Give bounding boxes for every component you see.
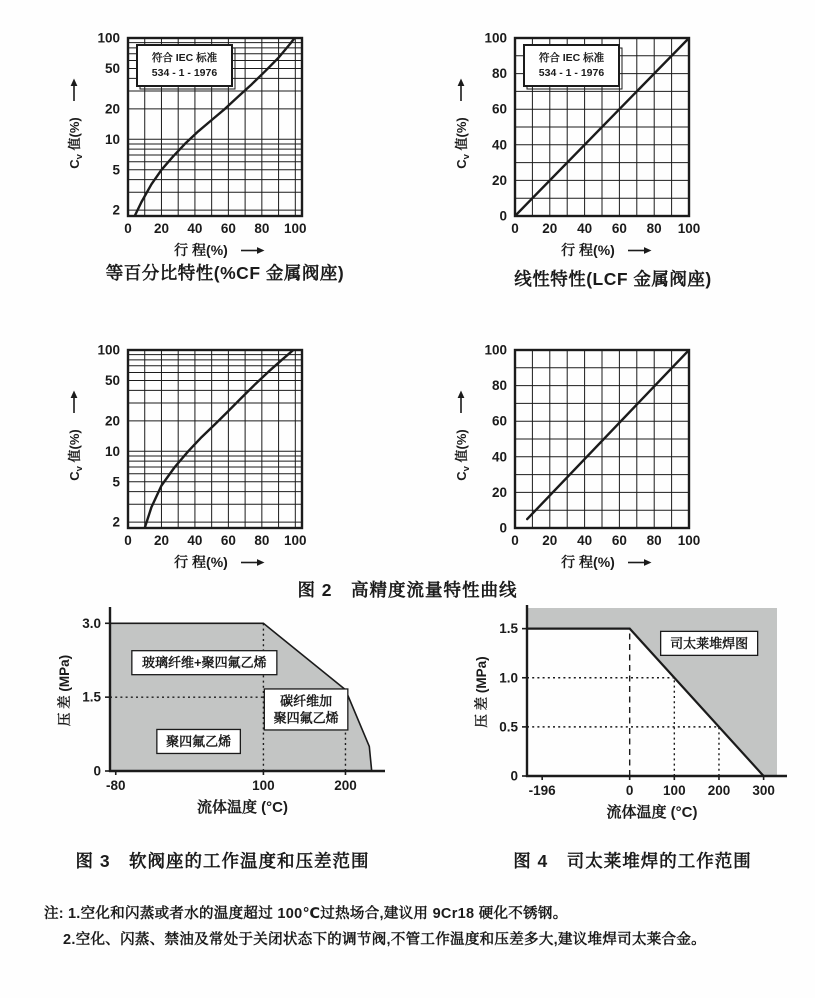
caption-equal-percentage: 等百分比特性(%CF 金属阀座)	[105, 263, 345, 283]
chart-canvas-equal-percentage-bottom	[58, 324, 338, 574]
svg-text:300: 300	[752, 783, 775, 798]
svg-text:534 - 1 - 1976: 534 - 1 - 1976	[151, 67, 218, 79]
svg-text:1.5: 1.5	[499, 621, 518, 637]
note-text-1: 1.空化和闪蒸或者水的温度超过 100℃过热场合,建议用 9Cr18 硬化不锈钢。	[67, 906, 568, 922]
svg-text:60: 60	[611, 533, 627, 548]
svg-text:20: 20	[491, 484, 507, 500]
svg-text:聚四氟乙烯: 聚四氟乙烯	[166, 733, 232, 749]
chart-canvas-equal-percentage-top	[58, 12, 338, 262]
svg-text:200: 200	[707, 783, 731, 798]
chart-canvas-linear-top	[445, 12, 725, 262]
svg-text:100: 100	[677, 533, 701, 548]
svg-text:3.0: 3.0	[82, 615, 101, 631]
svg-text:-80: -80	[105, 778, 126, 793]
svg-text:80: 80	[254, 533, 270, 548]
svg-text:符合 IEC 标准: 符合 IEC 标准	[538, 52, 605, 64]
svg-text:10: 10	[104, 131, 120, 147]
svg-text:60: 60	[220, 533, 236, 548]
svg-text:司太莱堆焊图: 司太莱堆焊图	[670, 635, 749, 651]
notes-block	[44, 901, 794, 953]
svg-text:0: 0	[499, 208, 507, 224]
svg-text:40: 40	[187, 221, 203, 236]
svg-text:Cv 值(%): $C_v$ 值(%)	[454, 117, 472, 169]
svg-text:60: 60	[220, 221, 236, 236]
svg-text:20: 20	[542, 221, 558, 236]
svg-text:1.0: 1.0	[499, 670, 518, 686]
svg-text:534 - 1 - 1976: 534 - 1 - 1976	[538, 67, 605, 79]
svg-text:20: 20	[153, 221, 169, 236]
svg-text:0.5: 0.5	[499, 719, 518, 735]
svg-text:80: 80	[646, 533, 662, 548]
svg-text:60: 60	[611, 221, 627, 236]
figure3-caption: 图 3 软阀座的工作温度和压差范围	[75, 851, 370, 871]
chart-linear-bottom	[445, 324, 725, 574]
svg-text:-196: -196	[528, 783, 556, 798]
svg-text:100: 100	[252, 778, 275, 793]
caption-linear: 线性特性(LCF 金属阀座)	[514, 269, 712, 289]
svg-text:聚四氟乙烯: 聚四氟乙烯	[273, 710, 339, 726]
svg-text:玻璃纤维+聚四氟乙烯: 玻璃纤维+聚四氟乙烯	[142, 655, 267, 671]
svg-text:100: 100	[484, 342, 507, 358]
svg-text:100: 100	[284, 221, 307, 236]
svg-text:流体温度 (°C): 流体温度 (°C)	[606, 804, 698, 821]
svg-text:40: 40	[187, 533, 203, 548]
svg-text:10: 10	[104, 443, 120, 459]
svg-text:0: 0	[124, 221, 132, 236]
chart-soft-seat-range	[30, 596, 415, 821]
svg-text:0: 0	[499, 520, 507, 536]
chart-stellite-range	[420, 596, 805, 821]
svg-text:40: 40	[491, 449, 507, 465]
svg-text:0: 0	[124, 533, 132, 548]
svg-text:0: 0	[625, 783, 634, 798]
figure2-caption: 图 2 高精度流量特性曲线	[297, 580, 518, 600]
svg-text:60: 60	[491, 101, 507, 117]
svg-text:碳纤维加: 碳纤维加	[280, 693, 333, 709]
svg-text:80: 80	[491, 66, 507, 82]
svg-text:50: 50	[104, 372, 120, 388]
svg-text:20: 20	[491, 172, 507, 188]
svg-text:200: 200	[334, 778, 357, 793]
chart-equal-percentage-top	[58, 12, 338, 262]
svg-text:0: 0	[93, 763, 101, 779]
note-prefix: 注:	[44, 906, 64, 922]
svg-text:100: 100	[284, 533, 307, 548]
svg-text:Cv 值(%): $C_v$ 值(%)	[67, 117, 85, 169]
svg-text:60: 60	[491, 413, 507, 429]
chart-canvas-stellite-range	[420, 596, 805, 821]
svg-text:1.5: 1.5	[82, 689, 101, 705]
svg-text:20: 20	[153, 533, 169, 548]
svg-text:20: 20	[104, 101, 120, 117]
svg-text:100: 100	[484, 30, 507, 46]
svg-text:Cv 值(%): $C_v$ 值(%)	[67, 429, 85, 481]
svg-text:80: 80	[646, 221, 662, 236]
svg-text:流体温度 (°C): 流体温度 (°C)	[197, 799, 288, 816]
svg-text:行 程(%): 行 程(%)	[174, 554, 228, 570]
svg-text:40: 40	[577, 533, 593, 548]
svg-text:100: 100	[97, 30, 120, 46]
svg-text:0: 0	[511, 221, 519, 236]
chart-canvas-linear-bottom	[445, 324, 725, 574]
svg-text:100: 100	[97, 342, 120, 358]
svg-text:40: 40	[491, 137, 507, 153]
svg-text:100: 100	[663, 783, 686, 798]
svg-text:压 差 (MPa): 压 差 (MPa)	[57, 654, 72, 727]
svg-text:5: 5	[112, 474, 120, 490]
note-line-2: 2.空化、闪蒸、禁油及常处于关闭状态下的调节阀,不管工作温度和压差多大,建议堆焊司太莱合金。	[63, 932, 706, 948]
note-line-1	[44, 901, 794, 927]
svg-text:行 程(%): 行 程(%)	[174, 242, 228, 258]
svg-text:行 程(%): 行 程(%)	[561, 242, 615, 258]
svg-text:50: 50	[104, 60, 120, 76]
svg-text:2: 2	[112, 514, 120, 530]
figure4-caption: 图 4 司太莱堆焊的工作范围	[513, 851, 752, 871]
chart-linear-top	[445, 12, 725, 262]
svg-text:5: 5	[112, 162, 120, 178]
svg-text:2: 2	[112, 202, 120, 218]
svg-text:20: 20	[104, 413, 120, 429]
svg-text:40: 40	[577, 221, 593, 236]
svg-text:行 程(%): 行 程(%)	[561, 554, 615, 570]
svg-text:80: 80	[254, 221, 270, 236]
svg-text:Cv 值(%): $C_v$ 值(%)	[454, 429, 472, 481]
chart-canvas-soft-seat-range	[30, 596, 415, 821]
chart-equal-percentage-bottom	[58, 324, 338, 574]
svg-text:20: 20	[542, 533, 558, 548]
svg-text:0: 0	[510, 768, 518, 784]
svg-text:压 差 (MPa): 压 差 (MPa)	[474, 656, 489, 728]
svg-text:100: 100	[677, 221, 701, 236]
svg-text:80: 80	[491, 378, 507, 394]
svg-text:符合 IEC 标准: 符合 IEC 标准	[151, 52, 218, 64]
svg-text:0: 0	[511, 533, 519, 548]
